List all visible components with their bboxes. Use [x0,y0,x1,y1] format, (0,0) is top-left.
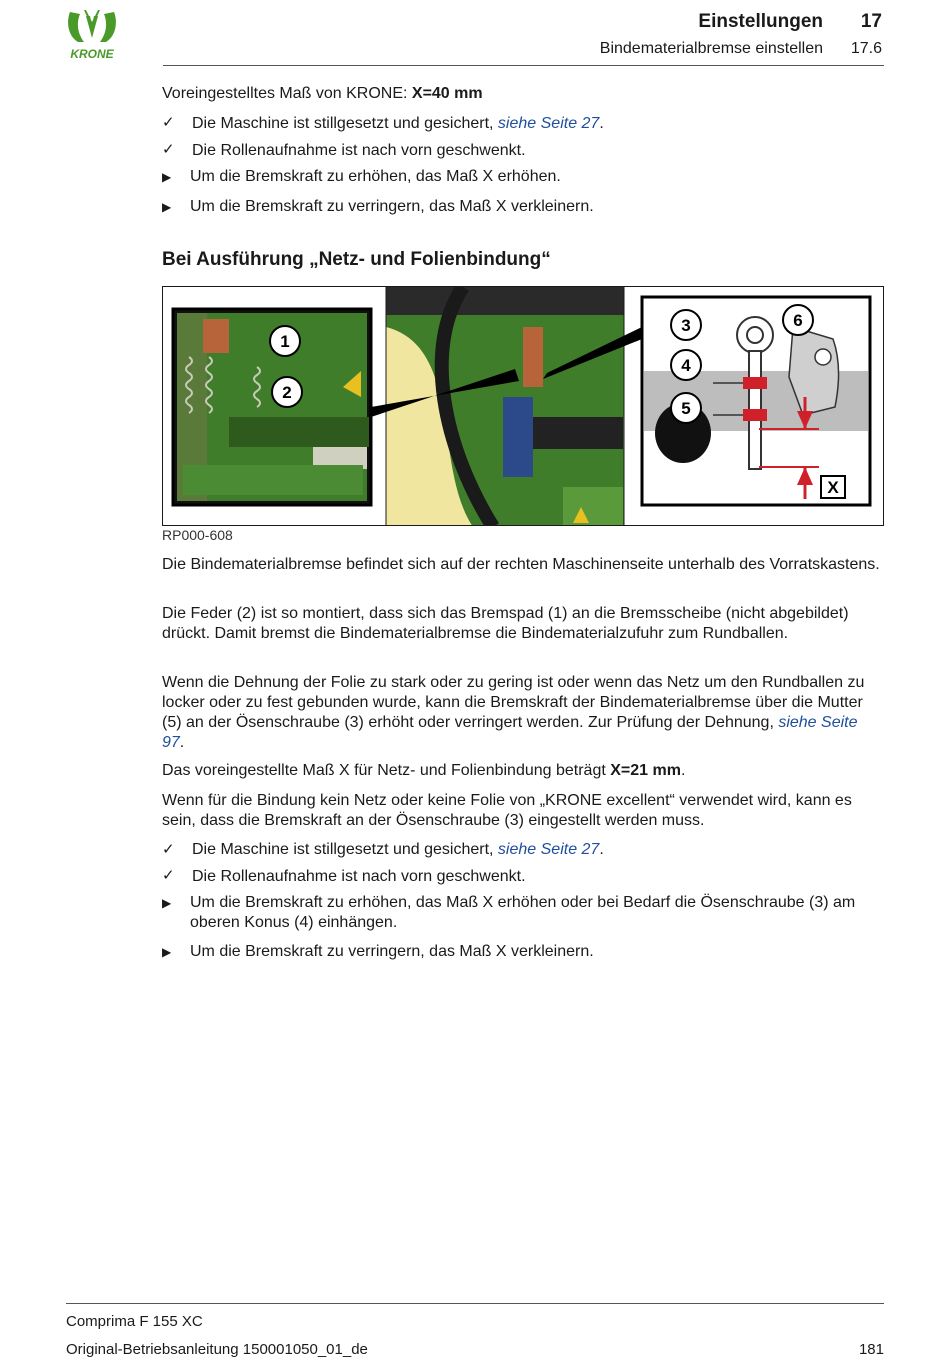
intro-check-1-end: . [599,115,604,132]
callout-6-label: 6 [793,311,803,330]
section-check-2: Die Rollenaufnahme ist nach vorn geschwenkt. [192,868,526,885]
footer-model: Comprima F 155 XC [66,1313,203,1330]
callout-3-label: 3 [681,316,691,335]
preset-x-value: X=21 mm [610,762,681,779]
check-icon: ✓ [162,867,175,884]
section-check-1-end: . [599,841,604,858]
check-icon: ✓ [162,141,175,158]
callout-4 [671,350,701,380]
check-icon: ✓ [162,841,175,858]
figure-illustration [163,287,884,526]
paragraph-preset-x-text: Das voreingestellte Maß X für Netz- und Folienbindung beträgt [162,762,611,779]
callout-1 [270,326,300,356]
intro-check-2: Die Rollenaufnahme ist nach vorn geschwenkt. [192,142,526,159]
paragraph-preset-x-end: . [680,762,686,779]
paragraph-preset-x [162,761,884,781]
arrow-icon: ▶ [162,170,172,184]
preset-label: Voreingestelltes Maß von KRONE: [162,85,412,102]
intro-step-2: Um die Bremskraft zu verringern, das Maß X verkleinern. [190,198,594,215]
callout-6 [783,305,813,335]
callout-5 [671,393,701,423]
figure-brake-assembly [162,286,884,526]
paragraph-other-material: Wenn für die Bindung kein Netz oder keine Folie von „KRONE excellent“ verwendet wird, kann es sein, dass die Bremskraft an der Ösenschraube (3) eingestellt werden muss. [162,792,852,829]
chapter-title: Einstellungen [698,11,823,32]
dimension-x-box [821,476,845,498]
section-check-1 [192,840,882,860]
paragraph-spring: Die Feder (2) ist so montiert, dass sich das Bremspad (1) an die Bremsscheibe (nicht abgebildet) drückt. Damit bremst die Bindematerialbremse die Bindematerialzufuhr zum Rundballen. [162,605,849,642]
chapter-number: 17 [860,11,882,32]
intro-check-1-text: Die Maschine ist stillgesetzt und gesichert, [192,115,498,132]
intro-check-1 [192,114,882,134]
footer-divider [66,1303,884,1304]
page-number: 181 [858,1341,884,1358]
callout-5-label: 5 [681,399,691,418]
header-divider [163,65,884,66]
stretch-page-link[interactable]: siehe Seite 97 [162,714,858,751]
callout-1-label: 1 [280,332,290,351]
paragraph-adjustment [162,673,884,753]
arrow-icon: ▶ [162,945,172,959]
section-heading: Bei Ausführung „Netz- und Folienbindung“ [162,249,551,270]
check-icon: ✓ [162,114,175,131]
callout-2 [272,377,302,407]
arrow-icon: ▶ [162,896,172,910]
section-step-1: Um die Bremskraft zu erhöhen, das Maß X erhöhen oder bei Bedarf die Ösenschraube (3) am oberen Konus (4) einhängen. [190,894,856,931]
callout-2-label: 2 [282,383,292,402]
paragraph-adjustment-end: . [179,734,185,751]
preset-value: X=40 mm [411,85,483,102]
section-page-link[interactable]: siehe Seite 27 [497,841,600,858]
callout-3 [671,310,701,340]
krone-logo [64,8,120,62]
preset-line [162,84,483,104]
arrow-icon: ▶ [162,200,172,214]
section-number: 17.6 [850,40,882,57]
intro-page-link[interactable]: siehe Seite 27 [497,115,600,132]
footer-manual: Original-Betriebsanleitung 150001050_01_de [66,1341,368,1358]
figure-label: RP000-608 [162,527,233,543]
section-check-1-text: Die Maschine ist stillgesetzt und gesichert, [192,841,498,858]
paragraph-adjustment-text: Wenn die Dehnung der Folie zu stark oder zu gering ist oder wenn das Netz um den Rundballen zu locker oder zu fest gebunden wurde, kann die Bremskraft der Bindematerialbremse über die Mutter (5) an der Ösenschraube (3) erhöht oder verringert werden. Zur Prüfung der Dehnung, [162,674,865,731]
paragraph-location: Die Bindematerialbremse befindet sich auf der rechten Maschinenseite unterhalb des Vorratskastens. [162,556,880,573]
intro-step-1: Um die Bremskraft zu erhöhen, das Maß X erhöhen. [190,168,561,185]
section-title: Bindematerialbremse einstellen [599,40,823,57]
section-step-2: Um die Bremskraft zu verringern, das Maß X verkleinern. [190,943,594,960]
callout-4-label: 4 [681,356,691,375]
krone-logo-text: KRONE [70,47,114,61]
dimension-x-label: X [827,478,839,497]
